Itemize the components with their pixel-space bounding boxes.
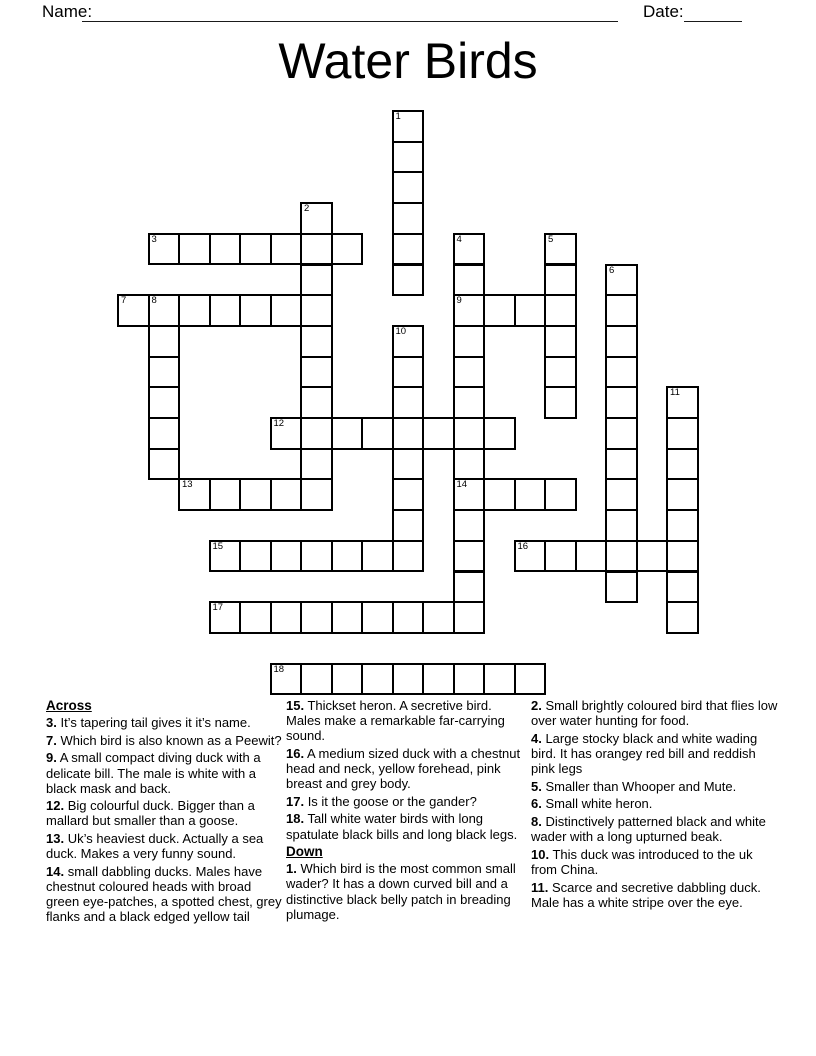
grid-cell[interactable]: [453, 478, 486, 511]
grid-cell[interactable]: [270, 601, 303, 634]
cell-number: 1: [395, 111, 401, 122]
grid-cell[interactable]: [544, 478, 577, 511]
grid-cell[interactable]: [178, 294, 211, 327]
grid-cell[interactable]: [331, 601, 364, 634]
grid-cell[interactable]: [392, 601, 425, 634]
clue-number: 14.: [46, 863, 65, 879]
grid-cell[interactable]: [514, 663, 547, 696]
grid-cell[interactable]: [392, 171, 425, 204]
clue-6: 6. Small white heron.: [531, 796, 653, 812]
clue-10: 10. This duck was introduced to the uk from China.: [531, 846, 753, 877]
grid-cell[interactable]: [453, 509, 486, 542]
across-heading: Across: [46, 698, 92, 713]
clue-3: 3. It’s tapering tail gives it it’s name.: [46, 715, 251, 731]
grid-cell[interactable]: [453, 601, 486, 634]
grid-cell[interactable]: [331, 663, 364, 696]
grid-cell[interactable]: [392, 202, 425, 235]
clue-column-3: [531, 698, 779, 912]
clue-4: 4. Large stocky black and white wading bird. It has orangey red bill and reddish pink legs: [531, 730, 758, 776]
grid-cell[interactable]: [422, 601, 455, 634]
grid-cell[interactable]: [300, 356, 333, 389]
grid-cell[interactable]: [605, 509, 638, 542]
grid-cell[interactable]: [270, 294, 303, 327]
grid-cell[interactable]: [392, 417, 425, 450]
cell-number: 17: [212, 602, 224, 614]
clue-number: 3.: [46, 715, 57, 731]
grid-cell[interactable]: [392, 110, 425, 143]
clue-number: 13.: [46, 831, 65, 847]
grid-cell[interactable]: [300, 601, 333, 634]
cell-number: 12: [273, 418, 285, 429]
grid-cell[interactable]: [483, 294, 516, 327]
grid-cell[interactable]: [666, 540, 699, 573]
grid-cell[interactable]: [331, 417, 364, 450]
grid-cell[interactable]: [300, 264, 333, 297]
grid-cell[interactable]: [605, 325, 638, 358]
clue-7: 7. Which bird is also known as a Peewit?: [46, 732, 282, 748]
grid-cell[interactable]: [270, 233, 303, 266]
grid-cell[interactable]: [209, 478, 242, 511]
cell-number: 10: [395, 325, 407, 337]
grid-cell[interactable]: [361, 417, 394, 450]
cell-number: 9: [456, 295, 462, 307]
grid-cell[interactable]: [239, 233, 272, 266]
clue-16: 16. A medium sized duck with a chestnut head and neck, yellow forehead, pink breast and grey body.: [286, 745, 521, 792]
grid-cell[interactable]: [300, 448, 333, 481]
grid-cell[interactable]: [392, 663, 425, 696]
clue-17: 17. Is it the goose or the gander?: [286, 793, 477, 809]
grid-cell[interactable]: [483, 478, 516, 511]
grid-cell[interactable]: [605, 356, 638, 389]
clue-14: 14. small dabbling ducks. Males have chestnut coloured heads with broad green eye-patches, a spotted chest, grey flanks and a black edged yellow tail: [46, 863, 282, 925]
grid-cell[interactable]: [331, 540, 364, 573]
grid-cell[interactable]: [544, 294, 577, 327]
clue-number: 11.: [531, 879, 549, 895]
grid-cell[interactable]: [300, 478, 333, 511]
clue-number: 7.: [46, 732, 57, 748]
grid-cell[interactable]: [666, 601, 699, 634]
grid-cell[interactable]: [544, 264, 577, 297]
grid-cell[interactable]: [605, 264, 638, 297]
grid-cell[interactable]: [605, 571, 638, 604]
grid-cell[interactable]: [300, 663, 333, 696]
grid-cell[interactable]: [514, 294, 547, 327]
grid-cell[interactable]: [453, 571, 486, 604]
grid-cell[interactable]: [605, 386, 638, 419]
grid-cell[interactable]: [453, 233, 486, 266]
clue-number: 8.: [531, 814, 542, 830]
clue-1: 1. Which bird is the most common small wader? It has a down curved bill and a distinctive black belly patch in breading plumage.: [286, 861, 516, 922]
grid-cell[interactable]: [575, 540, 608, 573]
clue-number: 5.: [531, 778, 542, 794]
clue-18: 18. Tall white water birds with long spatulate black bills and long black legs.: [286, 811, 518, 842]
cell-number: 15: [212, 540, 224, 552]
grid-cell[interactable]: [148, 448, 181, 481]
grid-cell[interactable]: [453, 417, 486, 450]
grid-cell[interactable]: [392, 448, 425, 481]
grid-cell[interactable]: [666, 509, 699, 542]
grid-cell[interactable]: [453, 386, 486, 419]
clue-column-2: [286, 698, 527, 924]
grid-cell[interactable]: [422, 417, 455, 450]
grid-cell[interactable]: [453, 448, 486, 481]
grid-cell[interactable]: [148, 294, 181, 327]
cell-number: 2: [304, 203, 310, 215]
name-label: Name:: [42, 2, 93, 21]
grid-cell[interactable]: [544, 540, 577, 573]
cell-number: 4: [456, 233, 462, 245]
grid-cell[interactable]: [270, 417, 303, 450]
grid-cell[interactable]: [239, 601, 272, 634]
grid-cell[interactable]: [178, 233, 211, 266]
grid-cell[interactable]: [544, 386, 577, 419]
grid-cell[interactable]: [209, 233, 242, 266]
grid-cell[interactable]: [605, 478, 638, 511]
grid-cell[interactable]: [392, 233, 425, 266]
grid-cell[interactable]: [453, 325, 486, 358]
grid-cell[interactable]: [148, 233, 181, 266]
clue-number: 10.: [531, 846, 550, 862]
grid-cell[interactable]: [514, 478, 547, 511]
grid-cell[interactable]: [361, 601, 394, 634]
date-label: Date:: [643, 2, 684, 21]
clue-13: 13. Uk’s heaviest duck. Actually a sea duck. Makes a very funny sound.: [46, 831, 264, 862]
grid-cell[interactable]: [239, 540, 272, 573]
grid-cell[interactable]: [392, 356, 425, 389]
grid-cell[interactable]: [605, 448, 638, 481]
grid-cell[interactable]: [605, 540, 638, 573]
grid-cell[interactable]: [361, 540, 394, 573]
clue-11: 11. Scarce and secretive dabbling duck. Male has a white stripe over the eye.: [531, 879, 761, 910]
grid-cell[interactable]: [605, 294, 638, 327]
grid-cell[interactable]: [300, 202, 333, 235]
grid-cell[interactable]: [544, 233, 577, 266]
grid-cell[interactable]: [209, 294, 242, 327]
grid-cell[interactable]: [331, 233, 364, 266]
clue-number: 6.: [531, 796, 542, 812]
down-heading: Down: [286, 844, 323, 860]
cell-number: 6: [609, 264, 615, 276]
clue-number: 18.: [286, 811, 305, 827]
grid-cell[interactable]: [422, 663, 455, 696]
grid-cell[interactable]: [300, 540, 333, 573]
grid-cell[interactable]: [300, 325, 333, 358]
cell-number: 18: [273, 663, 285, 675]
grid-cell[interactable]: [514, 540, 547, 573]
grid-cell[interactable]: [453, 264, 486, 297]
clue-number: 2.: [531, 698, 542, 713]
grid-cell[interactable]: [483, 663, 516, 696]
cell-number: 16: [517, 540, 529, 552]
grid-cell[interactable]: [453, 356, 486, 389]
grid-cell[interactable]: [666, 571, 699, 604]
clue-12: 12. Big colourful duck. Bigger than a mallard but smaller than a goose.: [46, 798, 255, 829]
grid-cell[interactable]: [453, 294, 486, 327]
grid-cell[interactable]: [605, 417, 638, 450]
grid-cell[interactable]: [148, 325, 181, 358]
clue-number: 12.: [46, 798, 65, 814]
grid-cell[interactable]: [178, 478, 211, 511]
grid-cell[interactable]: [544, 356, 577, 389]
grid-cell[interactable]: [270, 663, 303, 696]
clue-2: 2. Small brightly coloured bird that flies low over water hunting for food.: [531, 698, 778, 729]
clue-number: 9.: [46, 750, 57, 766]
cell-number: 14: [456, 479, 468, 491]
grid-cell[interactable]: [392, 478, 425, 511]
grid-cell[interactable]: [453, 663, 486, 696]
cell-number: 3: [151, 233, 157, 245]
grid-cell[interactable]: [392, 386, 425, 419]
grid-cell[interactable]: [300, 294, 333, 327]
clue-number: 15.: [286, 698, 305, 713]
grid-cell[interactable]: [544, 325, 577, 358]
grid-cell[interactable]: [148, 356, 181, 389]
clue-15: 15. Thickset heron. A secretive bird. Males make a remarkable far-carrying sound.: [286, 698, 505, 744]
grid-cell[interactable]: [453, 540, 486, 573]
grid-cell[interactable]: [392, 141, 425, 174]
cell-number: 7: [121, 295, 127, 307]
grid-cell[interactable]: [239, 478, 272, 511]
grid-cell[interactable]: [270, 478, 303, 511]
clue-9: 9. A small compact diving duck with a delicate bill. The male is white with a black mask and back.: [46, 750, 261, 796]
page-title: Water Birds: [278, 33, 538, 89]
grid-cell[interactable]: [148, 386, 181, 419]
clue-number: 16.: [286, 745, 305, 761]
grid-cell[interactable]: [148, 417, 181, 450]
grid-cell[interactable]: [392, 325, 425, 358]
grid-cell[interactable]: [117, 294, 150, 327]
grid-cell[interactable]: [666, 478, 699, 511]
grid-cell[interactable]: [239, 294, 272, 327]
grid-cell[interactable]: [209, 540, 242, 573]
cell-number: 5: [548, 233, 554, 245]
clue-number: 1.: [286, 861, 297, 877]
cell-number: 13: [182, 479, 193, 491]
grid-cell[interactable]: [392, 540, 425, 573]
grid-cell[interactable]: [270, 540, 303, 573]
clue-5: 5. Smaller than Whooper and Mute.: [531, 778, 737, 794]
cell-number: 11: [670, 387, 680, 399]
grid-cell[interactable]: [392, 509, 425, 542]
clue-8: 8. Distinctively patterned black and white wader with a long upturned beak.: [531, 814, 766, 845]
clue-column-1: [46, 698, 283, 927]
grid-cell[interactable]: [392, 264, 425, 297]
grid-cell[interactable]: [666, 448, 699, 481]
grid-cell[interactable]: [666, 386, 699, 419]
grid-cell[interactable]: [300, 233, 333, 266]
grid-cell[interactable]: [636, 540, 669, 573]
grid-cell[interactable]: [300, 417, 333, 450]
clue-number: 17.: [286, 793, 305, 809]
grid-cell[interactable]: [209, 601, 242, 634]
clue-number: 4.: [531, 730, 542, 746]
grid-cell[interactable]: [666, 417, 699, 450]
cell-number: 8: [151, 295, 157, 307]
grid-cell[interactable]: [483, 417, 516, 450]
grid-cell[interactable]: [361, 663, 394, 696]
grid-cell[interactable]: [300, 386, 333, 419]
